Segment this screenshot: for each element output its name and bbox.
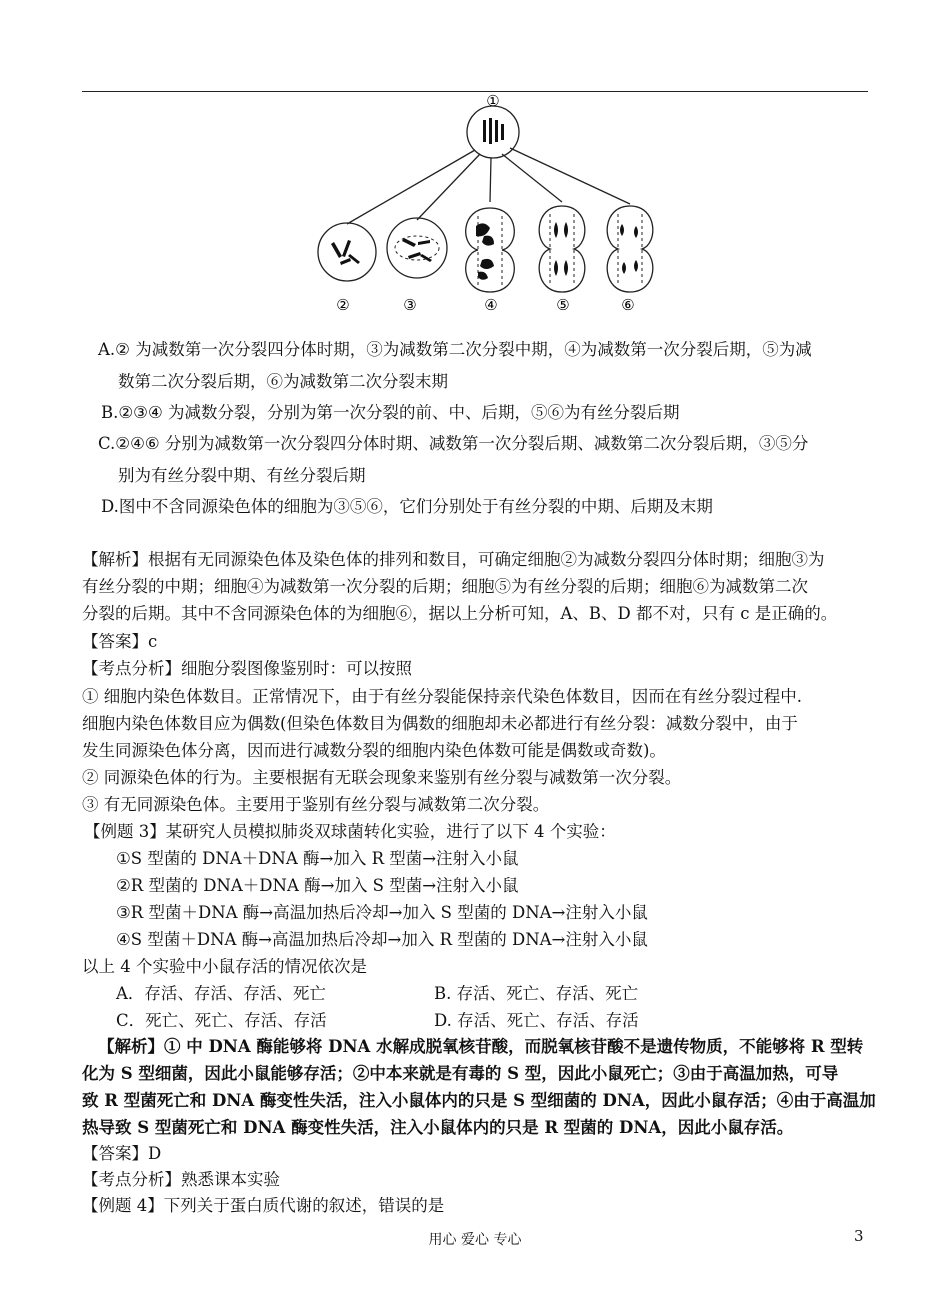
figure-label-4: ④ <box>484 296 498 314</box>
key-point-item-2: ② 同源染色体的行为。主要根据有无联会现象来鉴别有丝分裂与减数第一次分裂。 <box>82 768 682 787</box>
answer-1: 【答案】c <box>82 632 158 651</box>
option-a-line-2: 数第二次分裂后期，⑥为减数第二次分裂末期 <box>118 372 448 391</box>
key-point-item-1-line-1: ① 细胞内染色体数目。正常情况下，由于有丝分裂能保持亲代染色体数目，因而在有丝分裂过程中. <box>82 687 802 706</box>
page-number: 3 <box>854 1227 864 1245</box>
question-3: 以上 4 个实验中小鼠存活的情况依次是 <box>82 957 367 976</box>
figure-label-5: ⑤ <box>556 296 570 314</box>
cell-2 <box>318 223 376 281</box>
choice-b: B. 存活、死亡、存活、死亡 <box>434 984 639 1003</box>
analysis-line-1: 【解析】根据有无同源染色体及染色体的排列和数目，可确定细胞②为减数分裂四分体时期；细胞③为 <box>82 550 825 569</box>
key-point-item-3: ③ 有无同源染色体。主要用于鉴别有丝分裂与减数第二次分裂。 <box>82 795 550 814</box>
figure-label-3: ③ <box>403 296 417 314</box>
cell-6 <box>607 206 653 292</box>
option-c-line-2: 别为有丝分裂中期、有丝分裂后期 <box>118 466 366 485</box>
example-3-title: 【例题 3】某研究人员模拟肺炎双球菌转化实验，进行了以下 4 个实验： <box>84 822 616 841</box>
key-point-item-1-line-3: 发生同源染色体分离，因而进行减数分裂的细胞内染色体数可能是偶数或奇数)。 <box>82 741 666 760</box>
figure-label-6: ⑥ <box>621 296 635 314</box>
analysis-3-line-3: 致 R 型菌死亡和 DNA 酶变性失活，注入小鼠体内的只是 S 型细菌的 DNA，因此小鼠存活；④由于高温加 <box>82 1091 876 1110</box>
experiment-2: ②R 型菌的 DNA＋DNA 酶→加入 S 型菌→注射入小鼠 <box>116 876 519 895</box>
experiment-1: ①S 型菌的 DNA＋DNA 酶→加入 R 型菌→注射入小鼠 <box>116 849 519 868</box>
choice-a: A．存活、存活、存活、死亡 <box>116 984 326 1003</box>
experiment-3: ③R 型菌＋DNA 酶→高温加热后冷却→加入 S 型菌的 DNA→注射入小鼠 <box>116 903 648 922</box>
key-point-3: 【考点分析】熟悉课本实验 <box>82 1170 280 1189</box>
cell-3 <box>387 218 447 278</box>
option-d: D.图中不含同源染色体的细胞为③⑤⑥，它们分别处于有丝分裂的中期、后期及末期 <box>101 497 713 516</box>
key-point-1: 【考点分析】细胞分裂图像鉴别时：可以按照 <box>82 659 412 678</box>
cell-1 <box>467 106 519 158</box>
option-c-line-1: C.②④⑥ 分别为减数第一次分裂四分体时期、减数第一次分裂后期、减数第二次分裂后期，③⑤分 <box>98 434 809 453</box>
analysis-3-line-1: 【解析】① 中 DNA 酶能够将 DNA 水解成脱氧核苷酸，而脱氧核苷酸不是遗传物质，不能够将 R 型转 <box>98 1037 864 1056</box>
example-4-title: 【例题 4】下列关于蛋白质代谢的叙述，错误的是 <box>82 1196 445 1215</box>
footer-motto: 用心 爱心 专心 <box>428 1232 522 1248</box>
analysis-3-line-2: 化为 S 型细菌，因此小鼠能够存活；②中本来就是有毒的 S 型，因此小鼠死亡；③由于高温加热，可导 <box>82 1064 839 1083</box>
option-a-line-1: A.② 为减数第一次分裂四分体时期，③为减数第二次分裂中期，④为减数第一次分裂后期，⑤为减 <box>98 340 812 359</box>
cell-division-figure <box>300 92 680 320</box>
choice-d: D. 存活、死亡、存活、存活 <box>434 1011 639 1030</box>
cell-4 <box>466 208 515 292</box>
key-point-item-1-line-2: 细胞内染色体数目应为偶数(但染色体数目为偶数的细胞却未必都进行有丝分裂：减数分裂中，由于 <box>82 714 798 733</box>
experiment-4: ④S 型菌＋DNA 酶→高温加热后冷却→加入 R 型菌的 DNA→注射入小鼠 <box>116 930 648 949</box>
figure-label-1: ① <box>486 92 500 110</box>
option-b: B.②③④ 为减数分裂，分别为第一次分裂的前、中、后期，⑤⑥为有丝分裂后期 <box>101 403 680 422</box>
answer-3: 【答案】D <box>82 1144 162 1163</box>
analysis-line-3: 分裂的后期。其中不含同源染色体的为细胞⑥，据以上分析可知，A、B、D 都不对，只有 c 是正确的。 <box>82 604 838 623</box>
analysis-3-line-4: 热导致 S 型菌死亡和 DNA 酶变性失活，注入小鼠体内的只是 R 型菌的 DNA，因此小鼠存活。 <box>82 1118 794 1137</box>
analysis-line-2: 有丝分裂的中期；细胞④为减数第一次分裂的后期；细胞⑤为有丝分裂的后期；细胞⑥为减数第二次 <box>82 577 808 596</box>
choice-c: C．死亡、死亡、存活、存活 <box>116 1011 327 1030</box>
figure-label-2: ② <box>336 296 350 314</box>
cell-5 <box>539 206 585 292</box>
